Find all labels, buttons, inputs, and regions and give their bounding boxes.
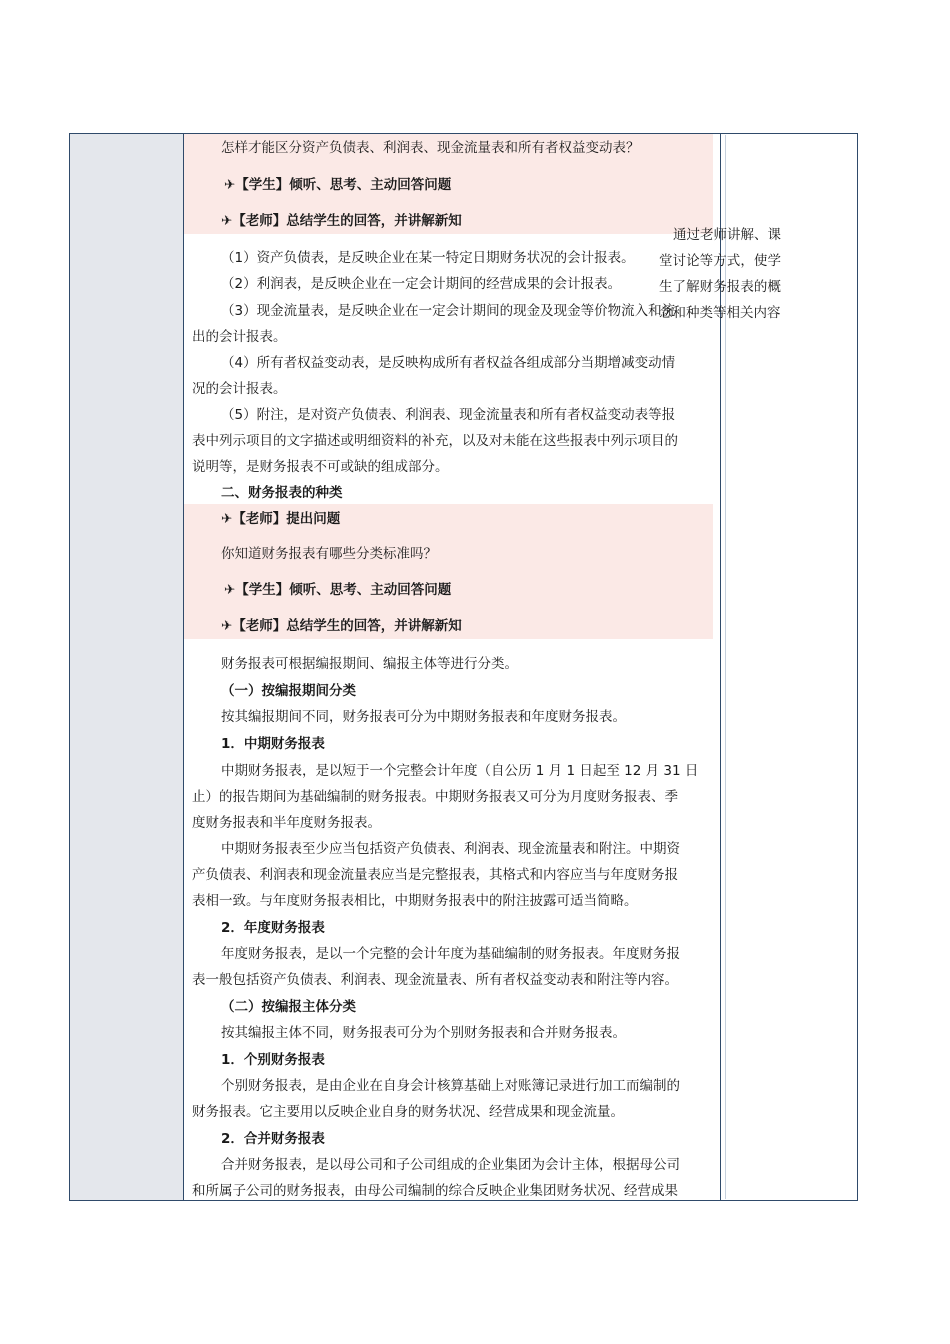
interim-para-1a: 中期财务报表，是以短于一个完整会计年度（自公历 1 月 1 日起至 12 月 31 日 [221,763,699,779]
paragraph-5c: 说明等，是财务报表不可或缺的组成部分。 [192,459,449,475]
classification-intro: 财务报表可根据编报期间、编报主体等进行分类。 [221,656,518,672]
paragraph-5b: 表中列示项目的文字描述或明细资料的补充，以及对未能在这些报表中列示项目的 [192,433,678,449]
consolidated-para-b: 和所属子公司的财务报表，由母公司编制的综合反映企业集团财务状况、经营成果 [192,1183,678,1199]
content-column [184,134,721,1200]
paragraph-4b: 况的会计报表。 [192,381,287,397]
subsection-heading-1: （一）按编报期间分类 [221,683,356,699]
student-prompt-2: ✈【学生】倾听、思考、主动回答问题 [224,582,452,598]
teacher-prompt-1: ✈【老师】总结学生的回答，并讲解新知 [221,213,462,229]
annual-heading: 2．年度财务报表 [221,920,325,936]
interim-para-2c: 表相一致。与年度财务报表相比，中期财务报表中的附注披露可适当简略。 [192,893,638,909]
individual-heading: 1．个别财务报表 [221,1052,325,1068]
section-heading-2: 二、财务报表的种类 [221,485,343,501]
teacher-prompt-3: ✈【老师】总结学生的回答，并讲解新知 [221,618,462,634]
paragraph-3b: 出的会计报表。 [192,329,287,345]
question-2: 你知道财务报表有哪些分类标准吗？ [221,546,437,562]
subsection-2-text: 按其编报主体不同，财务报表可分为个别财务报表和合并财务报表。 [221,1025,626,1041]
interim-para-2b: 产负债表、利润表和现金流量表应当是完整报表，其格式和内容应当与年度财务报 [192,867,678,883]
question-1: 怎样才能区分资产负债表、利润表、现金流量表和所有者权益变动表？ [221,140,640,156]
left-column [70,134,184,1200]
individual-para-b: 财务报表。它主要用以反映企业自身的财务状况、经营成果和现金流量。 [192,1104,624,1120]
consolidated-para-a: 合并财务报表，是以母公司和子公司组成的企业集团为会计主体，根据母公司 [221,1157,680,1173]
teacher-prompt-2: ✈【老师】提出问题 [221,511,341,527]
subsection-1-text: 按其编报期间不同，财务报表可分为中期财务报表和年度财务报表。 [221,709,626,725]
student-prompt-1: ✈【学生】倾听、思考、主动回答问题 [224,177,452,193]
interim-para-1c: 度财务报表和半年度财务报表。 [192,815,381,831]
annual-para-b: 表一般包括资产负债表、利润表、现金流量表、所有者权益变动表和附注等内容。 [192,972,678,988]
teaching-note: 通过老师讲解、课堂讨论等方式，使学生了解财务报表的概念和种类等相关内容 [659,227,781,321]
paragraph-4a: （4）所有者权益变动表，是反映构成所有者权益各组成部分当期增减变动情 [221,355,676,371]
interim-para-1b: 止）的报告期间为基础编制的财务报表。中期财务报表又可分为月度财务报表、季 [192,789,678,805]
paragraph-2: （2）利润表，是反映企业在一定会计期间的经营成果的会计报表。 [221,276,622,292]
interim-para-2a: 中期财务报表至少应当包括资产负债表、利润表、现金流量表和附注。中期资 [221,841,680,857]
paragraph-3a: （3）现金流量表，是反映企业在一定会计期间的现金及现金等价物流入和流 [221,303,676,319]
paragraph-5a: （5）附注，是对资产负债表、利润表、现金流量表和所有者权益变动表等报 [221,407,676,423]
interim-heading: 1．中期财务报表 [221,736,325,752]
individual-para-a: 个别财务报表，是由企业在自身会计核算基础上对账簿记录进行加工而编制的 [221,1078,680,1094]
annual-para-a: 年度财务报表，是以一个完整的会计年度为基础编制的财务报表。年度财务报 [221,946,680,962]
paragraph-1: （1）资产负债表，是反映企业在某一特定日期财务状况的会计报表。 [221,250,635,266]
consolidated-heading: 2．合并财务报表 [221,1131,325,1147]
subsection-heading-2: （二）按编报主体分类 [221,999,356,1015]
